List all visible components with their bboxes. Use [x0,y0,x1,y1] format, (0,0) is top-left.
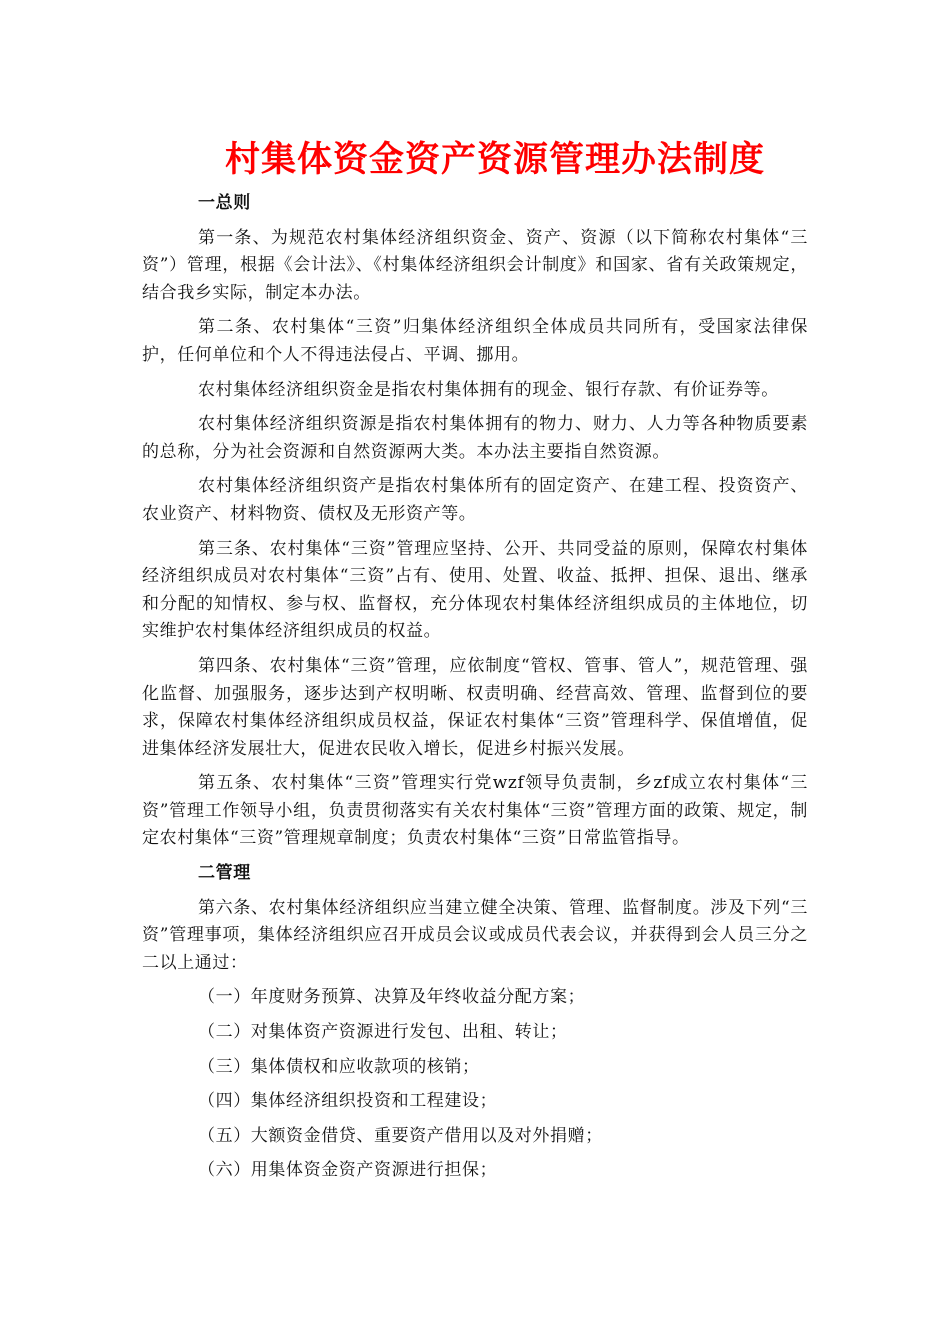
paragraph: 农村集体经济组织资金是指农村集体拥有的现金、银行存款、有价证券等。 [198,379,779,400]
section-management [142,860,808,1185]
list-item: （四）集体经济组织投资和工程建设； [198,1091,498,1112]
paragraph: 第一条、为规范农村集体经济组织资金、资产、资源（以下简称农村集体“三资”）管理，根据《会计法》、《村集体经济组织会计制度》和国家、省有关政策规定，结合我乡实际，制定本办法。 [142,227,808,303]
paragraph: 农村集体经济组织资源是指农村集体拥有的物力、财力、人力等各种物质要素的总称，分为社会资源和自然资源两大类。本办法主要指自然资源。 [142,414,808,462]
paragraph: 第二条、农村集体“三资”归集体经济组织全体成员共同所有，受国家法律保护，任何单位和个人不得违法侵占、平调、挪用。 [142,317,808,365]
section-heading: 一总则 [198,193,251,213]
section-general [142,190,808,853]
document-title: 村集体资金资产资源管理办法制度 [224,140,765,180]
list-item: （五）大额资金借贷、重要资产借用以及对外捐赠； [198,1125,603,1146]
section-heading: 二管理 [198,863,251,884]
paragraph: 第六条、农村集体经济组织应当建立健全决策、管理、监督制度。涉及下列“三资”管理事项，集体经济组织应召开成员会议或成员代表会议，并获得到会人员三分之二以上通过： [142,897,808,973]
list-item: （二）对集体资产资源进行发包、出租、转让； [198,1022,568,1043]
list-item: （一）年度财务预算、决算及年终收益分配方案； [198,987,586,1008]
list-item: （三）集体债权和应收款项的核销； [198,1056,480,1077]
paragraph: 第三条、农村集体“三资”管理应坚持、公开、共同受益的原则，保障农村集体经济组织成员对农村集体“三资”占有、使用、处置、收益、抵押、担保、退出、继承和分配的知情权、参与权、监督权，充分体现农村集体经济组织成员的主体地位，切实维护农村集体经济组织成员的权益。 [142,538,808,642]
document-body [142,190,808,1192]
paragraph: 农村集体经济组织资产是指农村集体所有的固定资产、在建工程、投资资产、农业资产、材料物资、债权及无形资产等。 [142,476,808,524]
list-item: （六）用集体资金资产资源进行担保； [198,1160,498,1181]
paragraph: 第四条、农村集体“三资”管理，应依制度“管权、管事、管人”，规范管理、强化监督、加强服务，逐步达到产权明晰、权责明确、经营高效、管理、监督到位的要求，保障农村集体经济组织成员权益，保证农村集体“三资”管理科学、保值增值，促进集体经济发展壮大，促进农民收入增长，促进乡村振兴发展。 [142,655,808,759]
paragraph: 第五条、农村集体“三资”管理实行党wzf领导负责制，乡zf成立农村集体“三资”管理工作领导小组，负责贯彻落实有关农村集体“三资”管理方面的政策、规定，制定农村集体“三资”管理规章制度；负责农村集体“三资”日常监管指导。 [142,773,808,849]
